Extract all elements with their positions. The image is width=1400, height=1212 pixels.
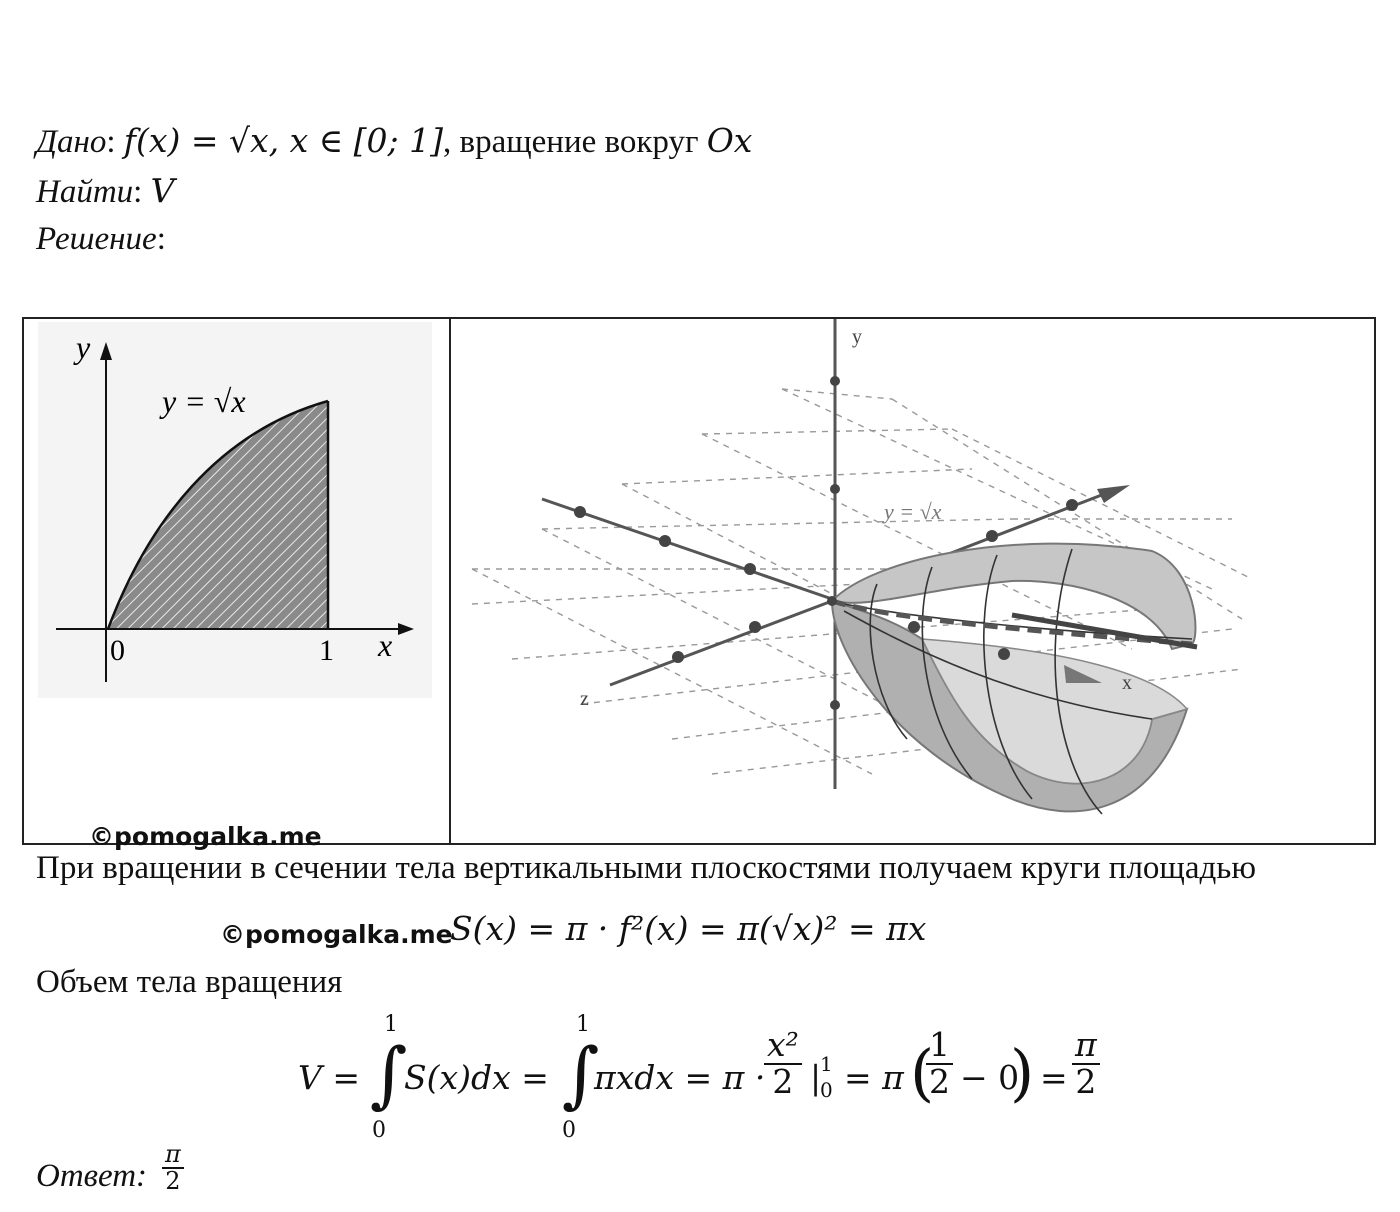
solution-label: Решение: [36, 221, 157, 257]
paren-right: ): [1010, 1036, 1035, 1109]
axis-y-dot: [830, 700, 840, 710]
integral-upper: 1: [384, 1012, 398, 1037]
solution-line: Решение:: [36, 221, 166, 257]
volume-part2: πxdx = π ·: [594, 1058, 766, 1097]
axis-z-dot: [672, 651, 684, 663]
y-axis-label: y: [76, 329, 91, 365]
origin-dot: [827, 596, 837, 606]
tick-one-label: 1: [319, 634, 334, 667]
x-axis-label-3d: x: [1122, 672, 1132, 694]
volume-part3: = π: [844, 1058, 904, 1097]
integral-lower: 0: [562, 1118, 576, 1143]
curve-label-3d: y = √x: [884, 499, 942, 524]
origin-label: 0: [110, 634, 125, 667]
graph-3d: [452, 319, 1374, 843]
volume-part5: =: [1040, 1058, 1068, 1097]
eval-lower: 0: [820, 1078, 833, 1102]
watermark: ©pomogalka.me: [220, 920, 453, 949]
axis-z: [610, 601, 832, 685]
given-formula: f(x) = √x, x ∈ [0; 1]: [123, 121, 443, 160]
axis-x-dot: [908, 621, 920, 633]
figure-divider: [449, 317, 451, 845]
axis-z-dot: [749, 621, 761, 633]
fraction-1-over-2: $\frac{1}{2}$: [926, 1028, 953, 1099]
answer-fraction: $\frac{\pi}{2}$: [162, 1142, 184, 1194]
find-label: Найти: [36, 174, 134, 210]
given-axis: Ox: [706, 121, 753, 160]
given-label: Дано: [36, 124, 107, 160]
integral-sign: ∫: [370, 1032, 408, 1116]
fraction-pi-over-2: $\frac{\pi}{2}$: [1072, 1028, 1100, 1099]
axis-x-back-arrow: [1097, 485, 1130, 503]
curve-label: y = √x: [162, 383, 246, 419]
watermark: ©pomogalka.me: [89, 822, 322, 851]
z-axis-label-3d: z: [580, 688, 589, 710]
given-line: Дано: f(x) = √x, x ∈ [0; 1], вращение вокруг Ox: [36, 121, 753, 160]
answer-label: Ответ:: [36, 1158, 148, 1194]
find-line: Найти: V: [36, 171, 175, 210]
text-volume: Объем тела вращения: [36, 964, 343, 1000]
volume-lhs: V =: [298, 1058, 360, 1097]
given-text: , вращение вокруг: [443, 124, 707, 160]
y-axis-label-3d: y: [852, 326, 862, 348]
find-value: V: [150, 171, 175, 210]
eval-bar: |: [810, 1058, 822, 1097]
volume-part1: S(x)dx =: [404, 1058, 549, 1097]
graph-2d: [38, 322, 432, 698]
integral-upper: 1: [576, 1012, 590, 1037]
axis-x-dot: [998, 648, 1010, 660]
volume-part4: − 0: [960, 1058, 1020, 1097]
eval-upper: 1: [820, 1052, 833, 1076]
x-axis-label: x: [378, 627, 393, 663]
surface-of-revolution: [832, 544, 1197, 814]
paren-left: (: [910, 1036, 935, 1109]
text-sections: При вращении в сечении тела вертикальными плоскостями получаем круги площадью: [36, 850, 1256, 886]
area-formula: S(x) = π · f²(x) = π(√x)² = πx: [450, 909, 927, 948]
integral-sign: ∫: [562, 1032, 600, 1116]
fraction-x2-over-2: $\frac{\text{x²}}{2}$: [764, 1028, 802, 1099]
integral-lower: 0: [372, 1118, 386, 1143]
